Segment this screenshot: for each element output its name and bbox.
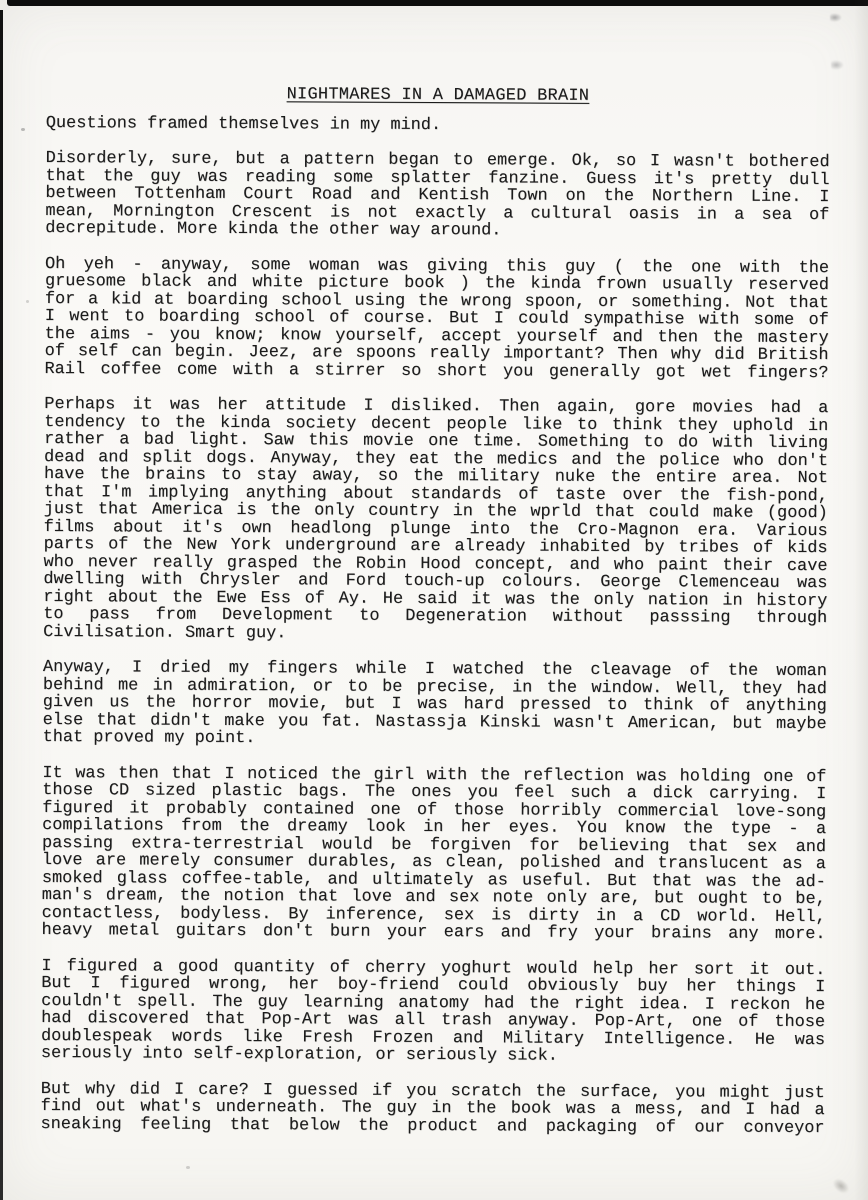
scan-smudge — [831, 60, 844, 70]
text-line: rather a bad light. Saw this movie one time. Something to do with living — [44, 429, 829, 454]
text-line: had discovered that Pop-Art was all trash anyway. Pop-Art, one of those — [41, 1008, 826, 1033]
paragraph — [43, 396, 828, 645]
scan-speck — [21, 128, 25, 131]
scan-shade-right — [854, 0, 868, 1200]
scan-edge-top — [7, 0, 868, 6]
text-line: Perhaps it was her attitude I disliked. Then again, gore movies had a — [44, 394, 829, 419]
text-line: man's dream, the notion that love and sex note only are, but ought to be, — [41, 885, 826, 910]
text-line: those CD sized plastic bags. The ones you feel such a dick carrying. I — [42, 780, 827, 805]
text-line: mean, Mornington Crescent is not exactly a cultural oasis in a sea of — [45, 201, 830, 225]
text-line: decrepitude. More kinda the other way around. — [45, 218, 502, 241]
paragraph — [42, 764, 827, 943]
text-line: films about it's own headlong plunge into the Cro-Magnon era. Various — [43, 517, 828, 541]
text-line: dead and split dogs. Anyway, they eat the medics and the police who don't — [44, 447, 829, 471]
text-line: doublespeak words like Fresh Frozen and Military Intelligence. He was — [40, 1026, 826, 1050]
text-line: right about the Ewe Ess of Ay. He said it was the only nation in history — [43, 587, 828, 611]
text-line: that I'm implying anything about standards of taste over the fish-pond, — [43, 482, 828, 506]
paragraph — [43, 659, 827, 751]
text-line: smoked glass coffee-table, and ultimately as useful. But that was the ad- — [41, 868, 826, 892]
text-line: of self can begin. Jeez, are spoons really important? Then why did British — [44, 341, 829, 366]
text-line: given us the horror movie, but I was hard pressed to think of anything — [42, 692, 827, 717]
text-line: Anyway, I dried my fingers while I watched the cleavage of the woman — [42, 657, 827, 682]
text-line: couldn't spell. The guy learning anatomy had the right idea. I reckon he — [41, 991, 826, 1015]
typewritten-content — [41, 85, 830, 1137]
scan-speck — [186, 1166, 190, 1169]
text-line: that proved my point. — [42, 727, 256, 749]
text-line: sneaking feeling that below the product and packaging of our conveyor — [40, 1114, 825, 1138]
text-line: passing extra-terrestrial would be forgiven for believing that sex and — [41, 833, 827, 857]
scan-smudge — [830, 13, 842, 22]
text-line: behind me in admiration, or to be precise, in the window. Well, they had — [42, 675, 827, 699]
text-line: that the guy was reading some splatter fanzine. Guess it's pretty dull — [45, 166, 830, 190]
text-line: find out what's underneath. The guy in the book was a mess, and I had a — [40, 1096, 825, 1121]
document-body — [41, 114, 830, 1137]
text-line: compilations from the dreamy look in her eyes. You know the type - a — [42, 815, 827, 840]
page-title: NIGHTMARES IN A DAMAGED BRAIN — [286, 85, 590, 106]
text-line: to pass from Development to Degeneration without passsing through — [43, 604, 828, 629]
paragraph — [41, 1080, 825, 1137]
text-line: love are merely consumer durables, as clean, polished and translucent as a — [41, 850, 826, 875]
text-line: gruesome black and white picture book ) the kinda frown usually reserved — [44, 271, 830, 296]
text-line: contactless, bodyless. By inference, sex is dirty in a CD world. Hell, — [41, 903, 826, 927]
text-line: But I figured wrong, her boy-friend could obviously buy her things I — [41, 973, 826, 998]
paragraph — [41, 957, 826, 1066]
text-line: have the brains to stay away, so the military nuke the entire area. Not — [43, 464, 828, 489]
paragraph — [44, 255, 829, 382]
paragraph — [45, 150, 829, 242]
text-line: parts of the New York underground are already inhabited by tribes of kids — [43, 534, 828, 559]
text-line: just that America is the only country in the wprld that could make (good) — [43, 499, 828, 524]
text-line: But why did I care? I guessed if you scratch the surface, you might just — [40, 1079, 825, 1103]
text-line: for a kid at boarding school using the wrong spoon, or something. Not that — [44, 289, 829, 313]
text-line: Questions framed themselves in my mind. — [45, 113, 442, 135]
scan-smudge — [830, 1176, 852, 1197]
scan-edge-left — [0, 10, 3, 1200]
text-line: I figured a good quantity of cherry yoghurt would help her sort it out. — [41, 956, 826, 980]
text-line: heavy metal guitars don't burn your ears and fry your brains any more. — [41, 920, 826, 945]
text-line: else that didn't make you fat. Nastassja Kinski wasn't American, but maybe — [42, 710, 827, 734]
text-line: I went to boarding school of course. But I could sympathise with some of — [44, 306, 829, 331]
text-line: Civilisation. Smart guy. — [43, 622, 287, 643]
scan-speck — [26, 300, 29, 303]
text-line: Oh yeh - anyway, some woman was giving this guy ( the one with the — [45, 254, 830, 278]
text-line: who never really grasped the Robin Hood concept, and who paint their cave — [43, 552, 828, 576]
text-line: It was then that I noticed the girl with the reflection was holding one of — [42, 763, 827, 787]
text-line: seriously into self-exploration, or seriously sick. — [40, 1043, 558, 1066]
text-line: tendency to the kinda society decent people like to think they uphold in — [44, 412, 829, 436]
text-line: dwelling with Chrysler and Ford touch-up colours. George Clemenceau was — [43, 569, 828, 594]
text-line: figured it probably contained one of those horribly commercial love-song — [42, 798, 827, 822]
paragraph — [46, 114, 830, 136]
text-line: between Tottenham Court Road and Kentish Town on the Northern Line. I — [45, 183, 830, 208]
text-line: the aims - you know; know yourself, accept yourself and then the mastery — [44, 324, 829, 348]
text-line: Rail coffee come with a stirrer so short you generally got wet fingers? — [44, 359, 829, 383]
text-line: Disorderly, sure, but a pattern began to emerge. Ok, so I wasn't bothered — [45, 148, 830, 173]
